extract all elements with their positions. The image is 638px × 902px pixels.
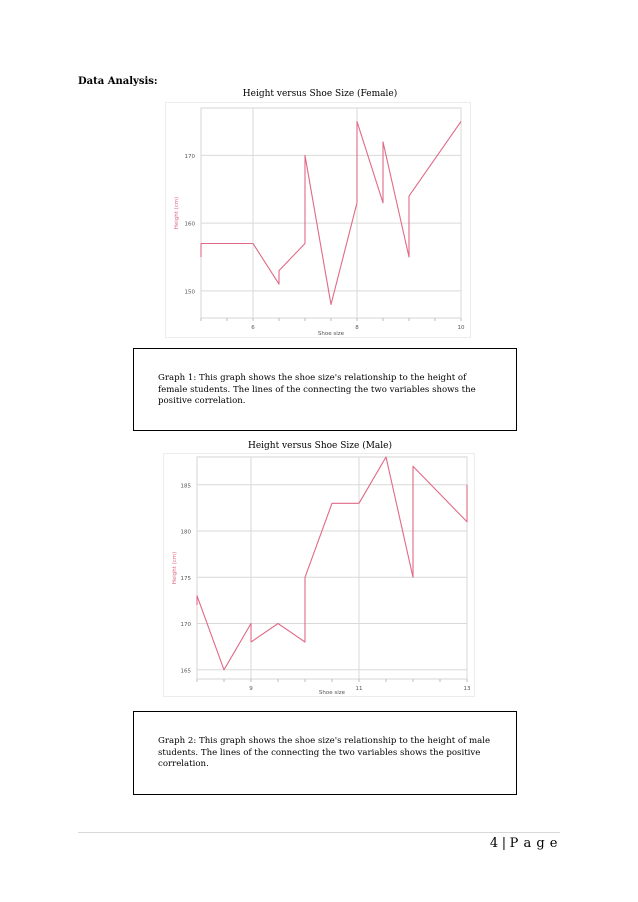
caption-box-graph1 (133, 348, 517, 431)
page-label: P a g e (509, 836, 558, 851)
y-tick-label-165: 165 (180, 668, 191, 675)
section-title: Data Analysis: (78, 76, 158, 87)
y-tick-label-150: 150 (184, 289, 195, 296)
chart-frame-female (166, 103, 471, 338)
chart-female (165, 102, 471, 338)
chart-title-male: Height versus Shoe Size (Male) (247, 441, 393, 451)
page-footer (490, 836, 558, 851)
chart-frame-male (164, 454, 475, 697)
footer-separator: | (501, 836, 507, 851)
x-tick-label-10: 10 (457, 325, 465, 331)
y-tick-label-170: 170 (184, 153, 195, 160)
x-axis-label-male: Shoe size (318, 690, 346, 696)
caption-box-graph2 (133, 711, 517, 795)
chart-title-female: Height versus Shoe Size (Female) (242, 89, 398, 99)
x-tick-label-8: 8 (355, 325, 359, 331)
y-axis-label-male: Height (cm) (172, 551, 178, 585)
y-axis-label-female: Height (cm) (174, 196, 180, 230)
x-tick-label-11: 11 (355, 686, 363, 692)
caption-text-graph2: Graph 2: This graph shows the shoe size's relationship to the height of male students. The lines of the connecting the two variables shows the positive correlation. (158, 736, 491, 769)
caption-text-graph1: Graph 1: This graph shows the shoe size's relationship to the height of female students. The lines of the connecting the two variables shows the positive correlation. (158, 373, 476, 406)
y-tick-label-175: 175 (180, 575, 191, 582)
x-tick-label-9: 9 (249, 686, 253, 692)
x-axis-label-female: Shoe size (317, 331, 345, 337)
page-number: 4 (489, 836, 499, 851)
chart-male (163, 453, 475, 697)
x-tick-label-13: 13 (463, 686, 471, 692)
y-tick-label-180: 180 (180, 529, 191, 536)
x-tick-label-6: 6 (251, 325, 255, 331)
y-tick-label-160: 160 (184, 221, 195, 228)
y-tick-label-185: 185 (180, 483, 191, 490)
y-tick-label-170: 170 (180, 622, 191, 628)
footer-divider (78, 832, 560, 833)
